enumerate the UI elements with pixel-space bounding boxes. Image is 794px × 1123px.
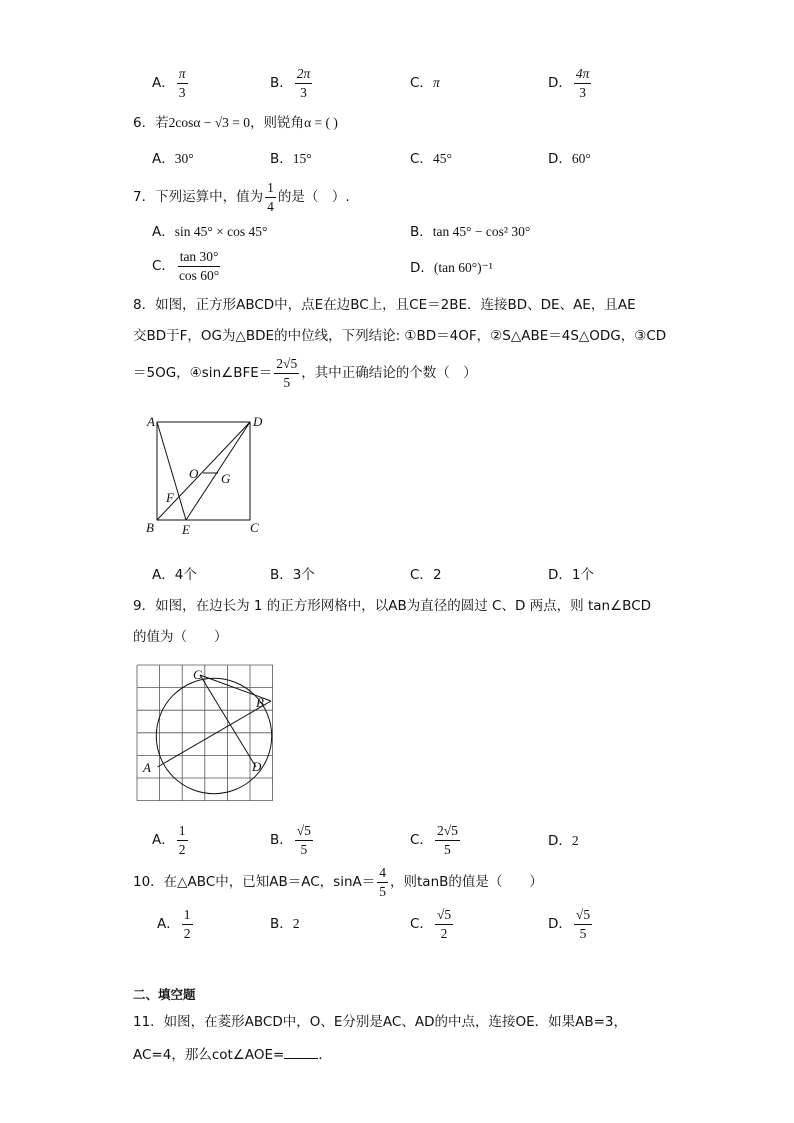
label-c: C (250, 520, 259, 535)
q10-option-b: B．2 (270, 916, 300, 932)
label-e: E (182, 522, 190, 537)
q8-option-c: C．2 (410, 567, 442, 583)
q8-square-figure (140, 410, 270, 540)
answer-blank[interactable] (284, 1046, 318, 1059)
question-9-line-1: 9．如图，在边长为 1 的正方形网格中，以AB为直径的圆过 C、D 两点，则 tan∠BCD (133, 598, 652, 614)
label-a: A (147, 414, 155, 429)
segment-bd (157, 422, 250, 520)
q5-option-d: D． $\frac{4\pi}{3}$ (548, 66, 590, 100)
q7-option-d: D．(tan 60°)⁻¹ (410, 260, 493, 276)
q9-option-b: B． $\frac{√5}{5}$ (270, 823, 311, 857)
label-b: B (256, 695, 264, 710)
q9-grid-figure (134, 662, 280, 808)
label-o: O (189, 466, 199, 481)
grid-lines (137, 665, 273, 801)
q7-option-c: C． $\frac{\tan 30^\circ}{\cos 60^\circ}$ (152, 249, 220, 283)
q10-option-d: D． $\frac{√5}{5}$ (548, 907, 591, 941)
label-a: A (143, 760, 151, 775)
question-9-line-2: 的值为（ ） (133, 629, 228, 645)
question-7: 7．下列运算中，值为 $\frac{1}{4}$ 的是（ ）. (133, 180, 350, 214)
q8-option-d: D．1个 (548, 567, 594, 583)
q9-option-d: D．2 (548, 833, 579, 849)
q6-option-d: D．60° (548, 151, 591, 167)
label-f: F (166, 490, 174, 505)
question-8-line-1: 8．如图，正方形ABCD中，点E在边BC上，且CE＝2BE．连接BD、DE、AE，且AE (133, 297, 636, 313)
q9-option-c: C． $\frac{2√5}{5}$ (410, 823, 458, 857)
q5-option-b: B． $\frac{2\pi}{3}$ (270, 66, 311, 100)
label-c: C (193, 667, 202, 682)
section-heading-fill-in: 二、填空题 (133, 987, 196, 1002)
question-11-line-1: 11．如图，在菱形ABCD中，O、E分别是AC、AD的中点，连接OE．如果AB=3， (133, 1014, 628, 1030)
q8-option-b: B．3个 (270, 567, 315, 583)
q6-option-b: B．15° (270, 151, 312, 167)
label-d: D (253, 414, 263, 429)
q8-option-a: A．4个 (152, 567, 197, 583)
question-6: 6．若2cosα − √3 = 0，则锐角α = ( ) (133, 115, 338, 131)
label-d: D (252, 759, 262, 774)
question-10: 10．在△ABC中，已知AB＝AC，sinA＝ $\frac{4}{5}$ ，则tanB的值是（ ） (133, 865, 543, 899)
q5-option-c: C．π (410, 75, 440, 91)
q10-option-c: C． $\frac{√5}{2}$ (410, 907, 452, 941)
q6-option-a: A．30° (152, 151, 194, 167)
circle-ab-diameter (156, 678, 271, 793)
q10-option-a: A． $\frac{1}{2}$ (157, 907, 191, 941)
q7-option-a: A．sin 45° × cos 45° (152, 224, 268, 240)
q7-option-b: B．tan 45° − cos² 30° (410, 224, 531, 240)
question-8-line-3: ＝5OG，④sin∠BFE＝ $\frac{2√5}{5}$ ，其中正确结论的个数（ ） (133, 356, 477, 390)
label-b: B (146, 520, 154, 535)
question-8-line-2: 交BD于F，OG为△BDE的中位线，下列结论: ①BD＝4OF，②S△ABE＝4S△ODG，③CD (133, 328, 667, 344)
question-11-line-2: AC=4，那么cot∠AOE= ． (133, 1047, 332, 1063)
q5-option-a: A． $\frac{\pi}{3}$ (152, 66, 186, 100)
q9-option-a: A． $\frac{1}{2}$ (152, 823, 186, 857)
segment-ab (158, 701, 272, 767)
q6-option-c: C．45° (410, 151, 452, 167)
label-g: G (221, 471, 231, 486)
